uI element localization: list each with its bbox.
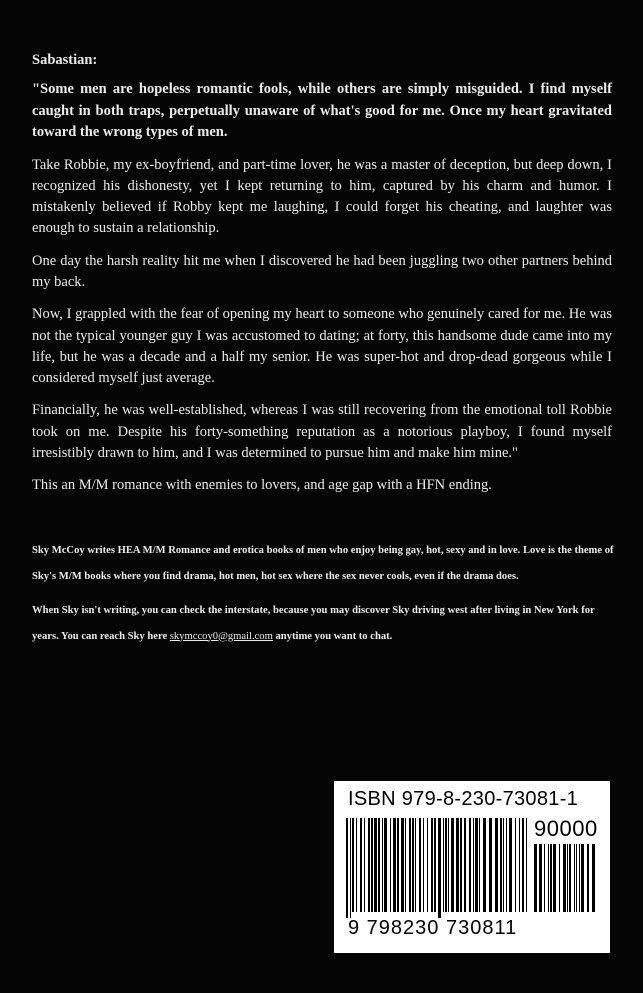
author-bio-paragraph-1: Sky McCoy writes HEA M/M Romance and erotica books of men who enjoy being gay, hot, sexy and in love. Love is the theme of Sky's M/M books where you find drama, hot men, hot sex where the sex never cools, even if the drama does. <box>32 545 614 582</box>
blurb-paragraph-1: Take Robbie, my ex-boyfriend, and part-time lover, he was a master of deception, but deep down, I recognized his dishonesty, yet I kept returning to him, captured by his charm and humor. I mistakenly believed if Robby kept me laughing, I could forget his cheating, and laughter was enough to sustain a relationship. <box>32 156 612 237</box>
barcode-bar <box>368 818 370 912</box>
blurb-paragraph-4: Financially, he was well-established, whereas I was still recovering from the emotional toll Robbie took on me. Despite his forty-something reputation as a notorious playboy, I found myself irresistibly drawn to him, and I was determined to pursue him and make him mine." <box>32 402 612 462</box>
barcode-bar <box>475 818 478 912</box>
barcode-bar <box>534 844 537 912</box>
barcode-bar <box>539 844 542 912</box>
barcode-bar <box>515 818 516 912</box>
barcode-bar <box>574 844 575 912</box>
barcode-bar <box>581 844 584 912</box>
barcode-bar <box>415 818 416 912</box>
barcode-bar <box>438 818 441 918</box>
blurb-quote: "Some men are hopeless romantic fools, while others are simply misguided. I find myself caught in both traps, perpetually unaware of what's good for me. Once my heart gravitated toward the wrong types of men. <box>32 81 612 140</box>
back-cover-blurb <box>32 49 612 508</box>
barcode-bar <box>548 844 549 912</box>
barcode-digits: 9 798230 730811 <box>348 917 518 939</box>
author-bio <box>32 538 617 658</box>
barcode-bar <box>423 818 424 912</box>
barcode-bar <box>559 844 560 912</box>
barcode-bar <box>506 818 507 912</box>
barcode-bar <box>412 818 414 912</box>
author-email-link[interactable]: skymccoy0@gmail.com <box>169 630 273 642</box>
barcode-bar <box>382 818 383 912</box>
blurb-tagline: This an M/M romance with enemies to lovers, and age gap with a HFN ending. <box>32 477 492 494</box>
barcode-bar <box>409 818 411 912</box>
barcode-bar <box>567 844 568 912</box>
barcode-bar <box>509 818 512 912</box>
barcode-bar <box>448 818 449 912</box>
author-bio-text-end: anytime you want to chat. <box>272 630 393 642</box>
addon-barcode-bars <box>534 844 598 918</box>
barcode-bar <box>526 818 527 912</box>
barcode-bar <box>544 844 545 912</box>
price-code: 90000 <box>534 816 598 841</box>
blurb-paragraph-3: Now, I grappled with the fear of opening my heart to someone who genuinely cared for me. He was not the typical younger guy I was accustomed to dating; at forty, this handsome dude came into my life, but he was a decade and a half my senior. He was super-hot and drop-dead gorgeous while I considered myself just average. <box>32 306 612 387</box>
barcode-bar <box>587 844 589 912</box>
barcode-bar <box>431 818 433 912</box>
barcode-bar <box>427 818 428 912</box>
barcode-bar <box>434 818 436 912</box>
barcode-bar <box>346 818 348 918</box>
isbn-label: ISBN 979-8-230-73081-1 <box>348 788 579 810</box>
barcode-bar <box>473 818 474 912</box>
barcode-bar <box>360 818 362 912</box>
speaker-heading: Sabastian: <box>32 52 98 68</box>
barcode-bar <box>390 818 391 912</box>
barcode-bar <box>500 818 502 912</box>
barcode-bar <box>419 818 421 912</box>
barcode-bar <box>576 844 577 912</box>
barcode-bar <box>495 818 498 912</box>
barcode-bar <box>464 818 466 912</box>
barcode-bar <box>384 818 387 912</box>
barcode-bar <box>489 818 492 912</box>
barcode-bar <box>550 844 552 912</box>
author-bio-paragraph-2 <box>32 598 617 649</box>
barcode-bar <box>579 844 580 912</box>
barcode-bar <box>503 818 504 912</box>
barcode-bar <box>522 818 524 912</box>
barcode-bar <box>405 818 406 912</box>
barcode-bar <box>519 818 520 912</box>
barcode-bar <box>401 818 404 912</box>
barcode-bar <box>393 818 396 912</box>
barcode-bar <box>364 818 365 912</box>
barcode-bar <box>553 844 556 912</box>
barcode-bar <box>443 818 444 912</box>
barcode-bar <box>469 818 471 912</box>
barcode-bar <box>371 818 373 912</box>
barcode-bar <box>378 818 380 912</box>
barcode-bar <box>479 818 480 912</box>
barcode-bar <box>483 818 486 912</box>
barcode-bar <box>445 818 447 912</box>
barcode-bar <box>356 818 357 912</box>
barcode-bar <box>569 844 571 912</box>
barcode-bar <box>460 818 462 912</box>
isbn-barcode <box>334 781 610 953</box>
barcode-bar <box>451 818 454 912</box>
barcode-bar <box>563 844 566 912</box>
barcode-bar <box>456 818 459 912</box>
ean-barcode-bars <box>346 818 532 918</box>
barcode-bar <box>592 844 595 912</box>
author-bio-text: When Sky isn't writing, you can check the interstate, because you may discover Sky driving west after living in New York for years. You can reach Sky here <box>32 605 595 642</box>
barcode-bar <box>352 818 354 912</box>
blurb-paragraph-2: One day the harsh reality hit me when I discovered he had been juggling two other partners behind my back. <box>32 252 612 290</box>
barcode-bar <box>350 818 351 918</box>
barcode-bar <box>397 818 399 912</box>
barcode-bar <box>374 818 377 912</box>
